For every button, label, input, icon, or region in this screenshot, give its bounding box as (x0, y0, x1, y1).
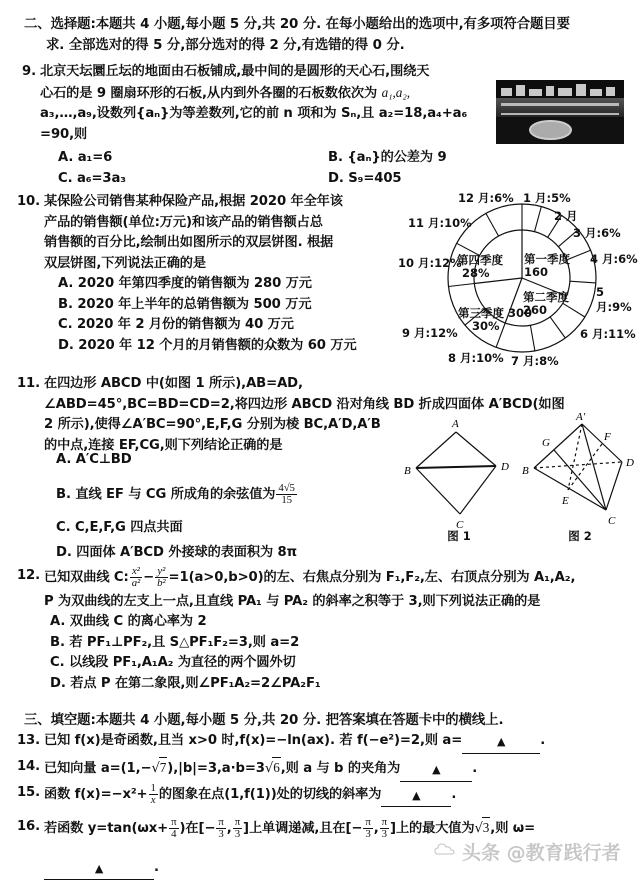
pie-label-month-2: 2 月 (554, 209, 578, 223)
pie-inner-label-q2-name: 第二季度 (523, 290, 569, 304)
question-14-number: 14. (16, 759, 40, 774)
question-14-answer-blank[interactable] (400, 760, 472, 782)
fig2-edge-BD-hidden (534, 462, 622, 468)
q16-f1-num: π (171, 816, 177, 829)
fig1-label-D: D (501, 461, 509, 473)
q11-frac-num: 4√5 (278, 481, 295, 494)
pie-label-month-5: 5 月:9% (596, 285, 632, 314)
question-10-option-a[interactable]: A. 2020 年第四季度的销售额为 280 万元 (58, 276, 312, 291)
section-2-heading (24, 14, 624, 56)
q12-line1-post: =1(a>0,b>0)的左、右焦点分别为 F₁,F₂,左、右顶点分别为 A₁,A₂, (168, 569, 576, 585)
question-9-option-row-2 (58, 169, 578, 190)
figure-1-caption: 图 1 (447, 529, 471, 543)
question-11-option-a[interactable]: A. A′C⊥BD (56, 452, 132, 467)
q15-post: 的图象在点(1,f(1))处的切线的斜率为 (158, 786, 382, 802)
fig2-label-B: B (522, 465, 529, 477)
question-14-text (44, 757, 634, 782)
pie-inner-label-q1 (524, 253, 570, 279)
question-10-number: 10. (16, 194, 40, 209)
question-11-option-b-text: B. 直线 EF 与 CG 所成角的余弦值为 (56, 486, 276, 502)
pie-label-month-12: 12 月:6% (458, 191, 514, 205)
pie-inner-label-q2-value: 260 (523, 303, 548, 317)
pie-label-month-3: 3 月:6% (573, 226, 621, 240)
section-3-heading: 三、填空题:本题共 4 小题,每小题 5 分,共 20 分. 把答案填在答题卡中的横线上. (24, 713, 504, 728)
q16-f3-den: 3 (233, 828, 242, 840)
photo-railing-2 (501, 113, 619, 115)
pie-inner-label-q4 (457, 254, 503, 280)
q12-fraction-y2b2 (155, 566, 167, 590)
pie-label-month-11: 11 月:10% (408, 216, 472, 230)
question-13-answer-blank[interactable] (462, 732, 540, 754)
pie-inner-label-q4-percent: 28% (462, 266, 490, 280)
fig2-label-A-prime: A′ (576, 411, 586, 423)
temple-of-heaven-photo (496, 80, 624, 144)
q16-m1: )在[− (179, 821, 216, 836)
q16-fraction-pi-3-a (216, 817, 225, 841)
section-2-heading-line-2: 求. 全部选对的得 5 分,部分选对的得 2 分,有选错的得 0 分. (46, 38, 405, 53)
fig2-label-D: D (626, 457, 634, 469)
question-16-number: 16. (16, 819, 40, 834)
q16-f4-den: 3 (363, 828, 372, 840)
question-13 (10, 731, 634, 754)
question-15-answer-blank[interactable] (381, 786, 451, 808)
q12-f2-num: y² (157, 565, 166, 577)
figure-1-quadrilateral (404, 418, 514, 530)
fig1-label-A: A (452, 418, 459, 430)
pie-label-month-1: 1 月:5% (523, 191, 571, 205)
watermark: 头条 @教育践行者 (462, 842, 621, 864)
question-15-blank-marker: ▲ (412, 788, 421, 802)
question-9 (10, 62, 515, 145)
question-10-option-c[interactable]: C. 2020 年 2 月份的销售额为 40 万元 (58, 317, 294, 332)
question-9-option-c[interactable]: C. a₆=3a₃ (58, 170, 126, 186)
question-14 (10, 757, 634, 782)
q15-fraction (149, 783, 158, 807)
q16-f1-den: 4 (169, 828, 178, 840)
figure-2-svg (520, 410, 640, 530)
fig1-label-B: B (404, 465, 411, 477)
pie-inner-label-q3 (458, 307, 532, 333)
pie-label-month-8: 8 月:10% (448, 351, 504, 365)
question-9-option-d[interactable]: D. S₉=405 (328, 170, 402, 186)
question-12-option-a[interactable]: A. 双曲线 C 的离心率为 2 (50, 614, 207, 630)
question-11-line-1: 在四边形 ABCD 中(如图 1 所示),AB=AD, (44, 376, 303, 391)
pie-label-month-7: 7 月:8% (511, 354, 559, 368)
q16-fraction-pi-3-b (233, 817, 242, 841)
fig1-edge-AB (416, 432, 456, 468)
question-12-option-b[interactable]: B. 若 PF₁⊥PF₂,且 S△PF₁F₂=3,则 a=2 (50, 634, 300, 650)
q14-post: ,则 a 与 b 的夹角为 (280, 761, 401, 776)
question-13-text (44, 731, 634, 754)
q16-f5-num: π (381, 816, 388, 829)
pie-inner-label-q1-value: 160 (524, 265, 549, 279)
q16-fraction-pi-4 (169, 817, 178, 841)
fig1-label-C: C (456, 519, 464, 530)
q9-line2-text: 心石的是 9 圈扇环形的石板,从内到外各圈的石板数依次为 (40, 85, 382, 101)
question-9-number: 9. (22, 64, 36, 79)
question-9-line-2 (40, 83, 515, 105)
figure-2-tetrahedron (520, 410, 640, 530)
fig2-label-E: E (562, 495, 569, 507)
question-13-blank-marker: ▲ (497, 735, 506, 748)
q12-line1-pre: 已知双曲线 C: (44, 569, 129, 585)
question-10-option-b[interactable]: B. 2020 年上半年的总销售额为 500 万元 (58, 296, 312, 312)
question-9-line-1: 北京天坛圜丘坛的地面由石板铺成,最中间的是圆形的天心石,围绕天 (40, 64, 430, 79)
pie-label-month-10: 10 月:12% (398, 256, 462, 270)
q14-tail: . (472, 761, 478, 776)
fig2-edge-AC (582, 424, 606, 510)
figure-2-caption: 图 2 (568, 529, 592, 543)
question-15-text (44, 783, 634, 807)
q16-f4-num: π (365, 816, 371, 829)
question-15 (10, 783, 634, 807)
question-11-option-b[interactable] (56, 483, 416, 507)
question-10-line-1: 某保险公司销售某种保险产品,根据 2020 年全年该 (44, 194, 343, 209)
question-9-options (58, 148, 578, 189)
question-11-line-4: 的中点,连接 EF,CG,则下列结论正确的是 (44, 437, 283, 453)
q16-m4: , (373, 821, 379, 836)
q16-post: ,则 ω= (490, 821, 536, 836)
question-15-number: 15. (16, 785, 40, 800)
q15-frac-num: 1 (150, 782, 156, 794)
q16-tail: . (154, 859, 159, 875)
q14-radicand-1: 7 (159, 757, 168, 779)
q16-radical-sign: √ (474, 821, 483, 836)
question-9-option-row-1 (58, 148, 578, 169)
question-10 (10, 192, 410, 356)
watermark-logo-icon (434, 840, 458, 860)
watermark-cloud-icon (434, 840, 458, 860)
photo-roofline (498, 82, 622, 96)
q14-radical-sign-2: √ (264, 761, 274, 776)
q16-f3-num: π (234, 816, 241, 829)
q12-f1-num: x² (131, 565, 140, 577)
q15-pre: 函数 f(x)=−x²+ (44, 786, 148, 802)
q16-fraction-pi-3-c (363, 817, 372, 841)
q14-radicand-2: 6 (272, 757, 281, 779)
question-13-tail: . (540, 733, 546, 748)
figure-1-svg (404, 418, 514, 530)
question-12 (10, 566, 634, 694)
fig1-edge-DC (460, 466, 496, 514)
pie-q3-value: 300 (508, 306, 533, 320)
fig2-label-C: C (608, 515, 616, 527)
q12-f2-den: b² (157, 577, 166, 590)
question-11-line-3: 2 所示),使得∠A′BC=90°,E,F,G 分别为棱 BC,A′D,A′B (44, 417, 381, 432)
q16-m5: ]上的最大值为 (390, 821, 475, 836)
q16-f2-den: 3 (216, 828, 225, 840)
fig1-edge-BC (416, 468, 460, 514)
question-12-option-c[interactable]: C. 以线段 PF₁,A₁A₂ 为直径的两个圆外切 (50, 655, 296, 671)
q16-pre: 若函数 y=tan(ωx+ (44, 821, 169, 836)
question-9-line-4: =90,则 (40, 126, 88, 142)
question-10-option-d[interactable]: D. 2020 年 12 个月的月销售额的众数为 60 万元 (58, 337, 357, 353)
question-11-options (56, 450, 416, 563)
fig1-edge-AD (456, 432, 496, 466)
photo-center-stone (529, 120, 571, 141)
q12-fraction-x2a2 (130, 566, 142, 590)
question-12-line-1 (44, 566, 634, 590)
question-12-line-2: P 为双曲线的左支上一点,且直线 PA₁ 与 PA₂ 的斜率之积等于 3,则下列说法正确的是 (44, 593, 541, 609)
question-12-number: 12. (16, 568, 40, 583)
question-12-option-d[interactable]: D. 若点 P 在第二象限,则∠PF₁A₂=2∠PA₂F₁ (50, 675, 321, 691)
question-11-line-2: ∠ABD=45°,BC=BD=CD=2,将四边形 ABCD 沿对角线 BD 折成四面体 A′BCD(如图 (44, 396, 565, 412)
pie-q3-name: 第三季度 (458, 306, 504, 320)
q11-frac-den: 15 (276, 494, 296, 506)
question-9-option-a[interactable]: A. a₁=6 (58, 150, 113, 165)
q14-pre: 已知向量 a=(1,− (44, 761, 152, 776)
fig2-edge-AD (582, 424, 622, 462)
question-14-blank-marker: ▲ (432, 763, 441, 776)
question-11-number: 11. (16, 376, 40, 391)
q16-m3: ]上单调递减,且在[− (243, 821, 363, 836)
fig2-label-F: F (604, 431, 611, 443)
question-13-body: 已知 f(x)是奇函数,且当 x>0 时,f(x)=−ln(ax). 若 f(−e²)=2,则 a= (44, 733, 463, 748)
pie-label-month-4: 4 月:6% (590, 252, 638, 266)
q16-radicand: 3 (482, 817, 491, 839)
question-10-line-2: 产品的销售额(单位:万元)和该产品的销售额占总 (44, 214, 323, 230)
fig2-edge-DC (606, 462, 622, 510)
question-16-answer-blank[interactable] (44, 858, 154, 880)
pie-q3-percent: 30% (472, 319, 500, 333)
q15-tail: . (451, 786, 457, 802)
q14-mid: ),|b|=3,a·b=3 (167, 761, 265, 776)
fig2-edge-BC (534, 468, 606, 510)
photo-railing-1 (501, 103, 619, 106)
pie-label-month-6: 6 月:11% (580, 327, 636, 341)
q16-f2-num: π (218, 816, 224, 829)
q16-m2: , (226, 821, 232, 836)
q16-f5-den: 3 (380, 828, 389, 840)
q16-fraction-pi-3-d (380, 817, 389, 841)
q12-minus: − (143, 569, 155, 585)
question-16-blank-marker: ▲ (94, 861, 104, 875)
pie-label-month-9: 9 月:12% (402, 326, 458, 340)
fig1-edge-BD (416, 466, 496, 468)
question-9-option-b[interactable]: B. {aₙ}的公差为 9 (328, 150, 447, 165)
question-10-line-3: 销售额的百分比,绘制出如图所示的双层饼图. 根据 (44, 235, 334, 250)
question-10-line-4: 双层饼图,下列说法正确的是 (44, 255, 206, 271)
q14-radical-sign-1: √ (151, 761, 160, 776)
question-9-line-3: a₃,…,a₉,设数列{aₙ}为等差数列,它的前 n 项和为 Sₙ,且 a₂=18,a₄+a₆ (40, 106, 468, 121)
pie-inner-label-q1-name: 第一季度 (524, 252, 570, 266)
question-13-number: 13. (16, 733, 40, 748)
question-11-option-d[interactable]: D. 四面体 A′BCD 外接球的表面积为 8π (56, 544, 297, 560)
pie-inner-label-q4-name: 第四季度 (457, 253, 503, 267)
q9-line2-math: a₁,a₂, (381, 84, 410, 100)
q12-f1-den: a² (131, 577, 141, 590)
double-layer-pie-chart (398, 190, 642, 368)
question-11-option-b-fraction (276, 483, 296, 507)
fig2-label-G: G (542, 437, 550, 449)
section-2-heading-line-1: 二、选择题:本题共 4 小题,每小题 5 分,共 20 分. 在每小题给出的选项中,有多项符合题目要 (24, 17, 570, 32)
question-11-option-c[interactable]: C. C,E,F,G 四点共面 (56, 520, 183, 536)
q15-frac-den: x (149, 794, 158, 806)
